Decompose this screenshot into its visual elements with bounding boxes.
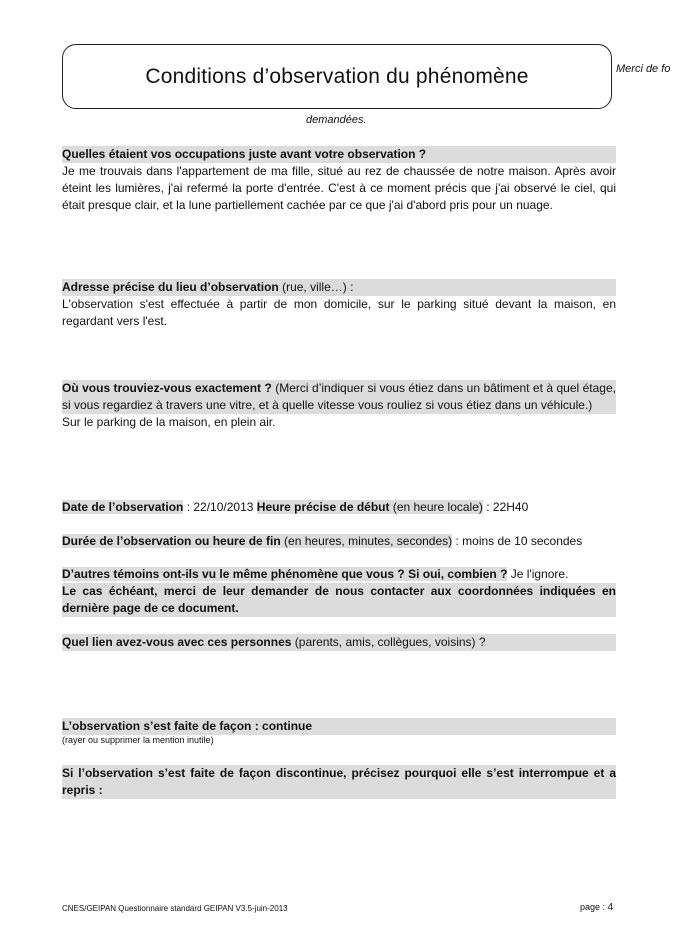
- facon-note: (rayer ou supprimer la mention inutile): [62, 735, 214, 745]
- demandees-text: demandées.: [306, 114, 367, 126]
- footer-page-number: 4: [607, 902, 614, 913]
- discontinue-question: Si l’observation s’est faite de façon discontinue, précisez pourquoi elle s’est interrompue et a repris :: [62, 766, 616, 797]
- lien-section: [62, 634, 616, 651]
- occupations-question: Quelles étaient vos occupations juste avant votre observation ?: [62, 146, 616, 163]
- occupations-section: [62, 146, 616, 214]
- adresse-question-line: [62, 279, 616, 296]
- heure-value: : 22H40: [482, 500, 529, 514]
- date-label: Date de l’observation: [62, 500, 184, 514]
- duree-label: Durée de l’observation ou heure de fin: [62, 534, 281, 548]
- duree-paren: (en heures, minutes, secondes): [280, 534, 453, 548]
- duree-section: [62, 533, 616, 550]
- date-value: : 22/10/2013: [183, 500, 257, 514]
- adresse-section: [62, 279, 616, 330]
- footer-doc-ref: CNES/GEIPAN Questionnaire standard GEIPAN V3.5-juin-2013: [62, 904, 288, 913]
- temoins-answer: Je l'ignore.: [507, 567, 569, 581]
- footer-page: [580, 902, 613, 913]
- occupations-answer: Je me trouvais dans l'appartement de ma fille, situé au rez de chaussée de notre maison. Après avoir éteint les lumières, j'ai refermé la porte d'entrée. C'est à ce moment précis que j'ai observé le ciel, qui était presque clair, et la lune partiellement cachée par ce que j'ai d'abord pris pour un nuage.: [62, 164, 616, 212]
- ou-paren: (Merci d’indiquer si vous étiez dans un bâtiment et à quel étage, si vous regardiez à travers une vitre, et à quelle vitesse vous rouliez si vous étiez dans un véhicule.): [62, 381, 616, 412]
- ou-question-line: [62, 380, 616, 414]
- temoins-note: Le cas échéant, merci de leur demander de nous contacter aux coordonnées indiquées en dernière page de ce document.: [62, 584, 616, 615]
- ou-question: Où vous trouviez-vous exactement ?: [62, 381, 272, 395]
- side-note: Merci de fo: [616, 63, 671, 75]
- footer-page-label: page :: [580, 902, 608, 912]
- section-title-box: [62, 44, 612, 109]
- adresse-paren: (rue, ville…) :: [278, 280, 354, 294]
- lien-paren: (parents, amis, collègues, voisins) ?: [291, 635, 486, 649]
- adresse-question: Adresse précise du lieu d’observation: [62, 280, 279, 294]
- temoins-section: [62, 566, 616, 617]
- heure-paren: (en heure locale): [389, 500, 483, 514]
- temoins-question: D’autres témoins ont-ils vu le même phénomène que vous ? Si oui, combien ?: [62, 567, 508, 581]
- facon-section: [62, 718, 616, 746]
- ou-section: [62, 380, 616, 431]
- section-title: Conditions d’observation du phénomène: [145, 64, 529, 88]
- heure-label: Heure précise de début: [256, 500, 390, 514]
- duree-value: : moins de 10 secondes: [452, 534, 583, 548]
- temoins-question-line: [62, 566, 616, 583]
- date-section: [62, 499, 616, 516]
- adresse-answer: L'observation s'est effectuée à partir de mon domicile, sur le parking situé devant la maison, en regardant vers l'est.: [62, 297, 616, 328]
- facon-label: L’observation s’est faite de façon : continue: [62, 718, 616, 735]
- ou-answer: Sur le parking de la maison, en plein air.: [62, 415, 276, 429]
- lien-question: Quel lien avez-vous avec ces personnes: [62, 635, 292, 649]
